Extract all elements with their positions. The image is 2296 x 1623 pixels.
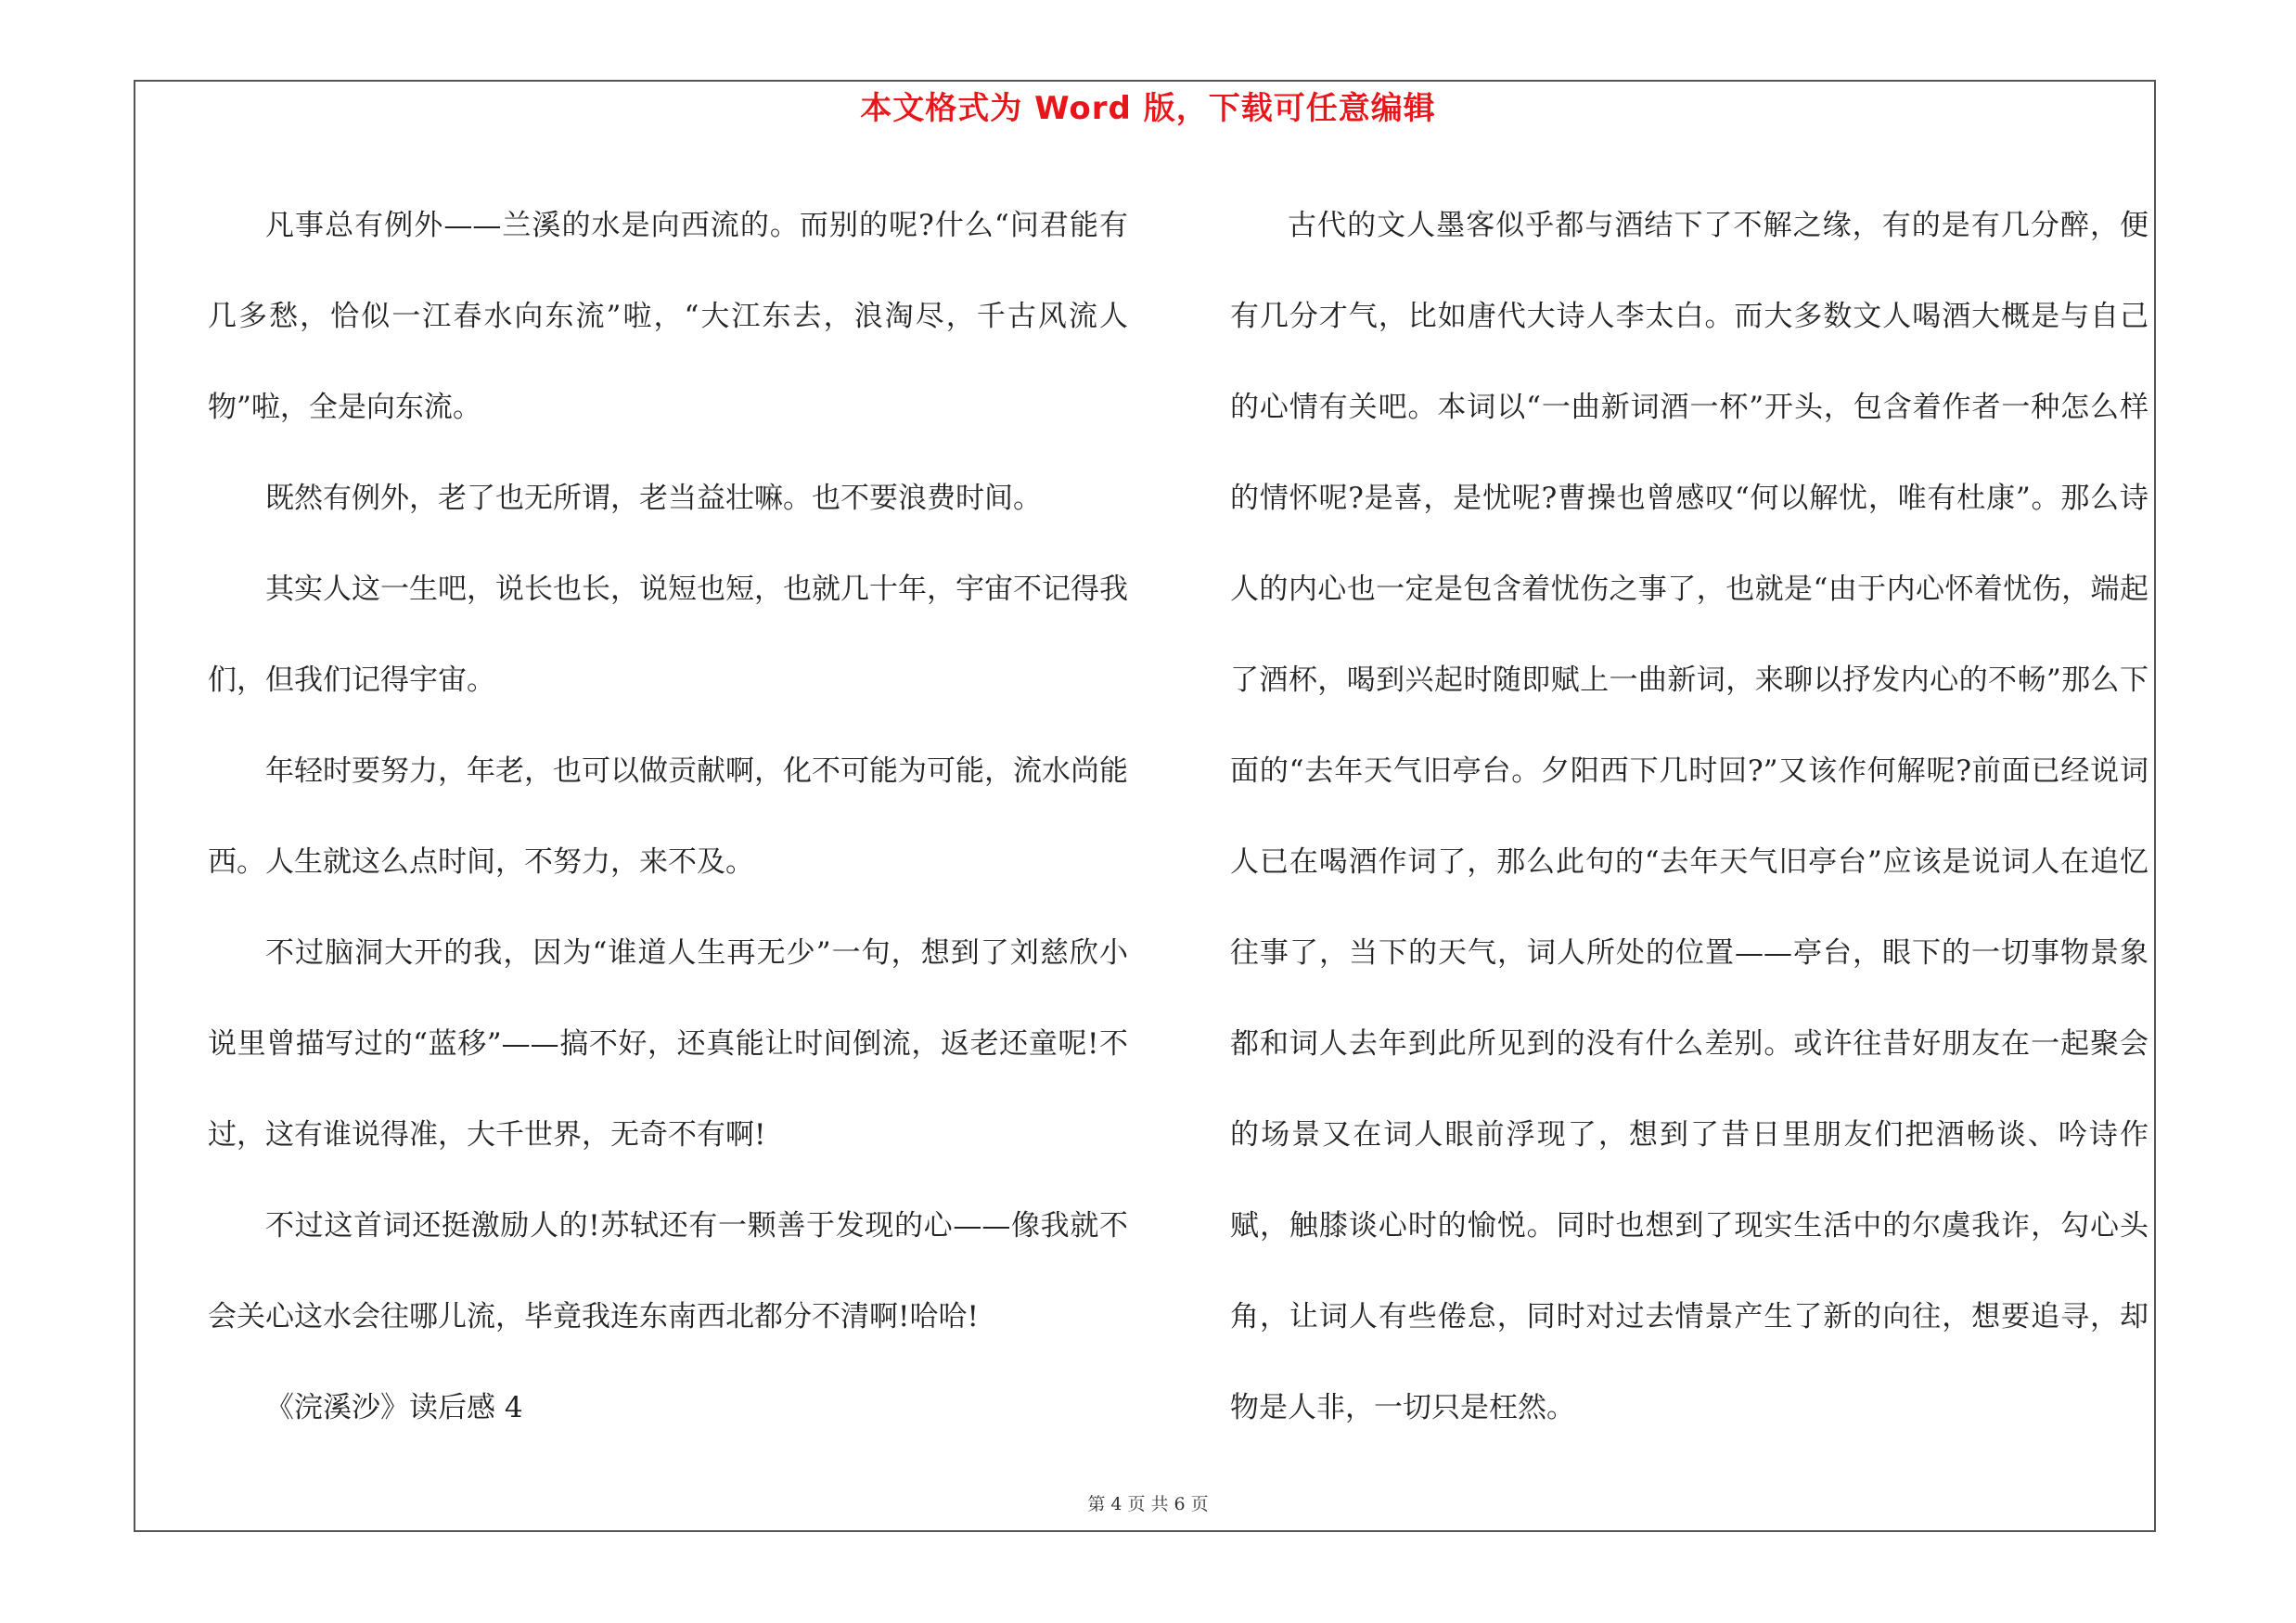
section-heading: 《浣溪沙》读后感 4	[265, 1391, 523, 1424]
paragraph: 凡事总有例外——兰溪的水是向西流的。而别的呢?什么“问君能有几多愁，恰似一江春水向东流”啦，“大江东去，浪淘尽，千古风流人物”啦，全是向东流。	[208, 209, 1128, 424]
right-column	[1230, 180, 2148, 1453]
paragraph: 不过脑洞大开的我，因为“谁道人生再无少”一句，想到了刘慈欣小说里曾描写过的“蓝移”——搞不好，还真能让时间倒流，返老还童呢!不过，这有谁说得准，大千世界，无奇不有啊!	[208, 936, 1128, 1152]
paragraph: 古代的文人墨客似乎都与酒结下了不解之缘，有的是有几分醉，便有几分才气，比如唐代大诗人李太白。而大多数文人喝酒大概是与自己的心情有关吧。本词以“一曲新词酒一杯”开头，包含着作者一种怎么样的情怀呢?是喜，是忧呢?曹操也曾感叹“何以解忧，唯有杜康”。那么诗人的内心也一定是包含着忧伤之事了，也就是“由于内心怀着忧伤，端起了酒杯，喝到兴起时随即赋上一曲新词，来聊以抒发内心的不畅”那么下面的“去年天气旧亭台。夕阳西下几时回?”又该作何解呢?前面已经说词人已在喝酒作词了，那么此句的“去年天气旧亭台”应该是说词人在追忆往事了，当下的天气，词人所处的位置——亭台，眼下的一切事物景象都和词人去年到此所见到的没有什么差别。或许往昔好朋友在一起聚会的场景又在词人眼前浮现了，想到了昔日里朋友们把酒畅谈、吟诗作赋，触膝谈心时的愉悦。同时也想到了现实生活中的尔虞我诈，勾心头角，让词人有些倦怠，同时对过去情景产生了新的向往，想要追寻，却物是人非，一切只是枉然。	[1230, 209, 2148, 1424]
word-format-banner: 本文格式为 Word 版，下载可任意编辑	[860, 90, 1436, 127]
paragraph: 其实人这一生吧，说长也长，说短也短，也就几十年，宇宙不记得我们，但我们记得宇宙。	[208, 573, 1128, 697]
paragraph: 不过这首词还挺激励人的!苏轼还有一颗善于发现的心——像我就不会关心这水会往哪儿流，毕竟我连东南西北都分不清啊!哈哈!	[208, 1209, 1128, 1333]
left-column	[208, 180, 1128, 1453]
page-number: 第 4 页 共 6 页	[1087, 1494, 1209, 1514]
paragraph: 年轻时要努力，年老，也可以做贡献啊，化不可能为可能，流水尚能西。人生就这么点时间，不努力，来不及。	[208, 754, 1128, 879]
paragraph: 既然有例外，老了也无所谓，老当益壮嘛。也不要浪费时间。	[265, 482, 1042, 515]
